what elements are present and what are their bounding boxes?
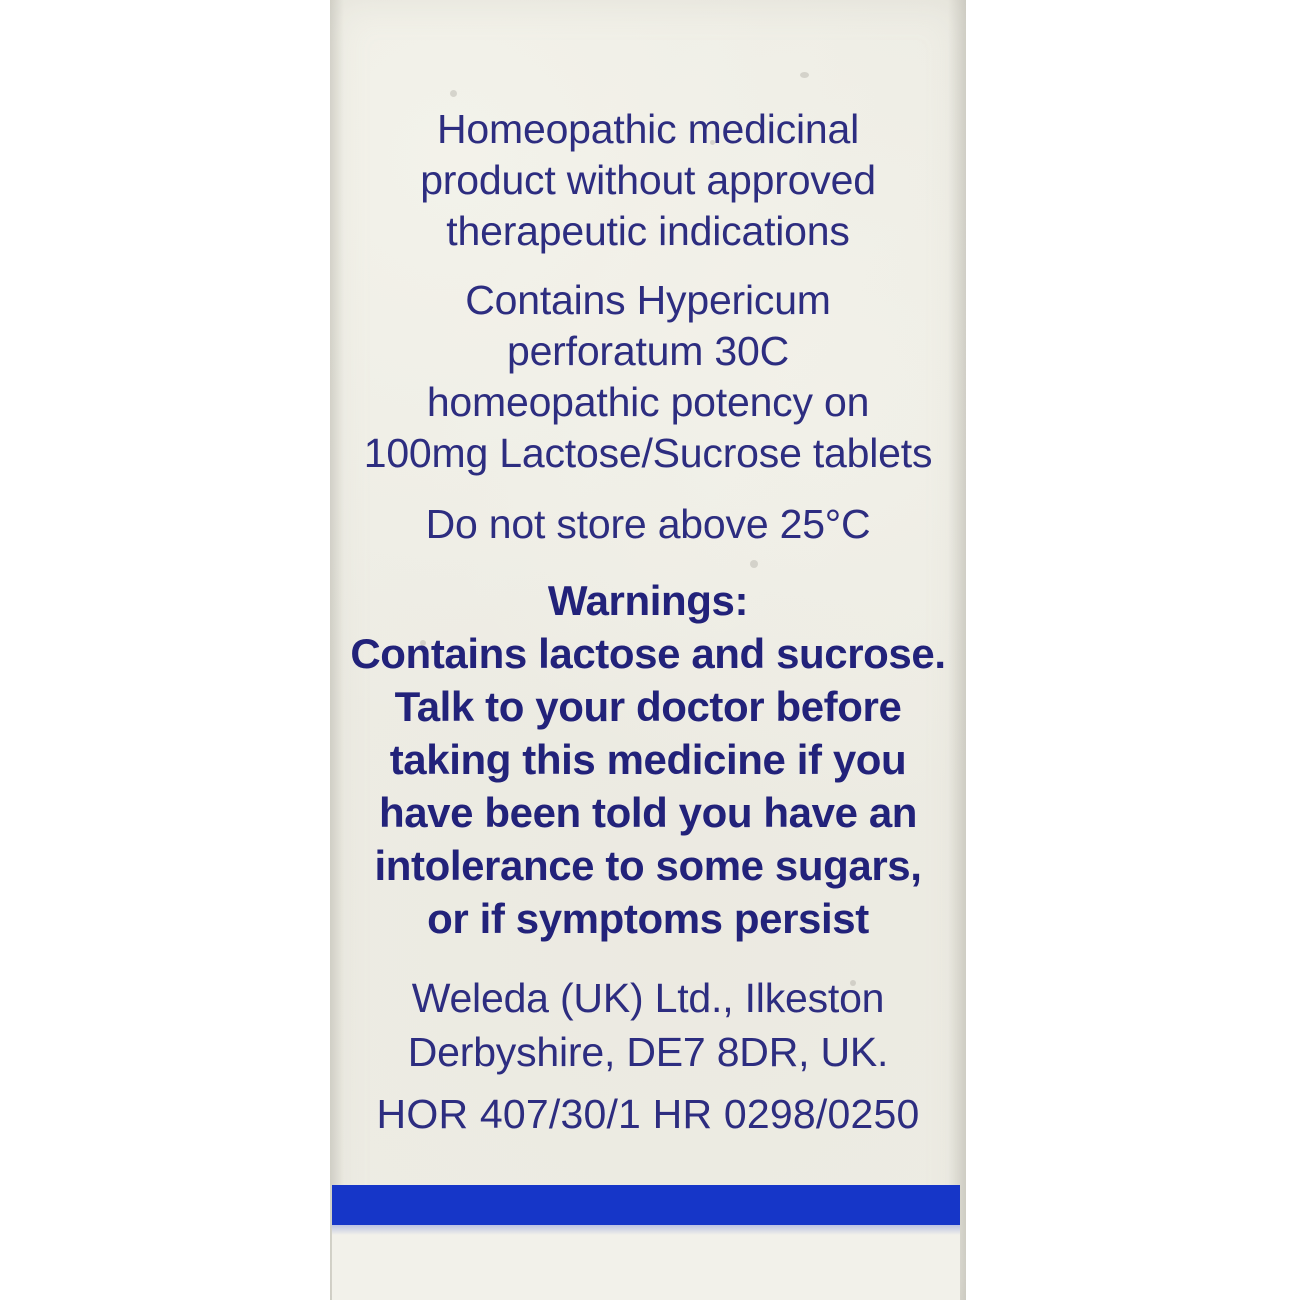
storage-paragraph	[330, 499, 966, 550]
contains-line: 100mg Lactose/Sucrose tablets	[363, 430, 933, 476]
address-line: Weleda (UK) Ltd., Ilkeston	[411, 975, 885, 1021]
codes-line: HOR 407/30/1 HR 0298/0250	[376, 1091, 920, 1137]
warnings-title: Warnings:	[547, 577, 749, 624]
warnings-line: Contains lactose and sucrose.	[350, 630, 946, 677]
warnings-line: Talk to your doctor before	[394, 683, 902, 730]
intro-line: Homeopathic medicinal	[437, 106, 859, 152]
contains-line: Contains Hypericum	[465, 277, 831, 323]
carton-panel	[330, 0, 966, 1300]
warnings-paragraph	[330, 574, 966, 945]
storage-line: Do not store above 25°C	[425, 501, 871, 547]
intro-line: therapeutic indications	[446, 208, 850, 254]
contains-line: homeopathic potency on	[426, 379, 870, 425]
warnings-line: or if symptoms persist	[427, 895, 869, 942]
warnings-line: intolerance to some sugars,	[374, 842, 922, 889]
address-line: Derbyshire, DE7 8DR, UK.	[407, 1029, 889, 1075]
warnings-line: have been told you have an	[378, 789, 918, 836]
carton-bottom-edge	[332, 1225, 960, 1300]
registration-codes	[330, 1087, 966, 1141]
contains-line: perforatum 30C	[506, 328, 790, 374]
warnings-line: taking this medicine if you	[389, 736, 907, 783]
intro-line: product without approved	[420, 157, 876, 203]
label-text-block	[330, 0, 966, 1141]
intro-paragraph	[330, 104, 966, 257]
blue-band	[332, 1185, 960, 1225]
manufacturer-address	[330, 971, 966, 1079]
contains-paragraph	[330, 275, 966, 479]
